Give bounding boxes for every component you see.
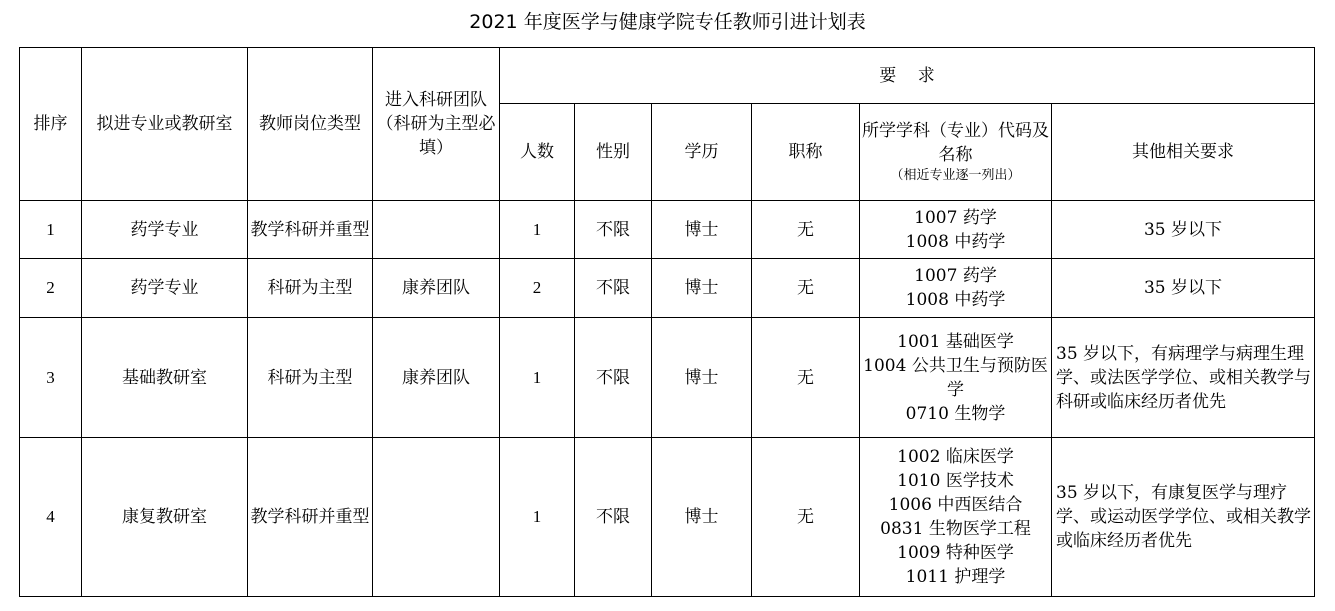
header-row-1 <box>20 48 1315 104</box>
row-gender: 不限 <box>575 318 652 438</box>
row-count: 2 <box>500 259 575 318</box>
header-requirements: 要 求 <box>500 48 1315 104</box>
row-other: 35 岁以下 <box>1052 259 1315 318</box>
row-other: 35 岁以下，有病理学与病理生理学、或法医学学位、或相关教学与科研或临床经历者优先 <box>1052 318 1315 438</box>
row-gender: 不限 <box>575 259 652 318</box>
row-other: 35 岁以下 <box>1052 201 1315 259</box>
row-team: 康养团队 <box>373 259 500 318</box>
row-count: 1 <box>500 438 575 597</box>
row-count: 1 <box>500 201 575 259</box>
header-discipline-note: （相近专业逐一列出） <box>890 168 1021 183</box>
row-discipline: 1007 药学 1008 中药学 <box>860 259 1052 318</box>
table-row <box>20 318 1315 438</box>
header-education: 学历 <box>652 104 752 201</box>
row-team: 康养团队 <box>373 318 500 438</box>
header-gender: 性别 <box>575 104 652 201</box>
row-discipline: 1001 基础医学 1004 公共卫生与预防医学 0710 生物学 <box>860 318 1052 438</box>
recruitment-plan-table <box>19 47 1315 597</box>
header-title: 职称 <box>752 104 860 201</box>
row-title: 无 <box>752 259 860 318</box>
row-discipline: 1007 药学 1008 中药学 <box>860 201 1052 259</box>
header-team: 进入科研团队（科研为主型必填） <box>373 48 500 201</box>
header-count: 人数 <box>500 104 575 201</box>
row-other: 35 岁以下，有康复医学与理疗学、或运动医学学位、或相关教学或临床经历者优先 <box>1052 438 1315 597</box>
table-row <box>20 259 1315 318</box>
row-post-type: 教学科研并重型 <box>248 201 373 259</box>
row-education: 博士 <box>652 318 752 438</box>
page-title: 2021 年度医学与健康学院专任教师引进计划表 <box>469 11 866 33</box>
row-index: 1 <box>20 201 82 259</box>
row-title: 无 <box>752 201 860 259</box>
row-education: 博士 <box>652 259 752 318</box>
header-discipline-label: 所学学科（专业）代码及名称 <box>862 121 1049 165</box>
row-gender: 不限 <box>575 438 652 597</box>
header-dept: 拟进专业或教研室 <box>82 48 248 201</box>
header-index: 排序 <box>20 48 82 201</box>
row-team <box>373 201 500 259</box>
row-post-type: 教学科研并重型 <box>248 438 373 597</box>
row-index: 3 <box>20 318 82 438</box>
row-title: 无 <box>752 318 860 438</box>
row-index: 4 <box>20 438 82 597</box>
row-post-type: 科研为主型 <box>248 259 373 318</box>
row-dept: 基础教研室 <box>82 318 248 438</box>
row-count: 1 <box>500 318 575 438</box>
table-row <box>20 201 1315 259</box>
row-discipline: 1002 临床医学 1010 医学技术 1006 中西医结合 0831 生物医学工程 1009 特种医学 1011 护理学 <box>860 438 1052 597</box>
row-dept: 药学专业 <box>82 201 248 259</box>
row-team <box>373 438 500 597</box>
row-gender: 不限 <box>575 201 652 259</box>
table-row <box>20 438 1315 597</box>
row-index: 2 <box>20 259 82 318</box>
row-post-type: 科研为主型 <box>248 318 373 438</box>
row-title: 无 <box>752 438 860 597</box>
row-dept: 药学专业 <box>82 259 248 318</box>
header-other: 其他相关要求 <box>1052 104 1315 201</box>
row-dept: 康复教研室 <box>82 438 248 597</box>
header-discipline <box>860 104 1052 201</box>
header-post-type: 教师岗位类型 <box>248 48 373 201</box>
row-education: 博士 <box>652 438 752 597</box>
row-education: 博士 <box>652 201 752 259</box>
